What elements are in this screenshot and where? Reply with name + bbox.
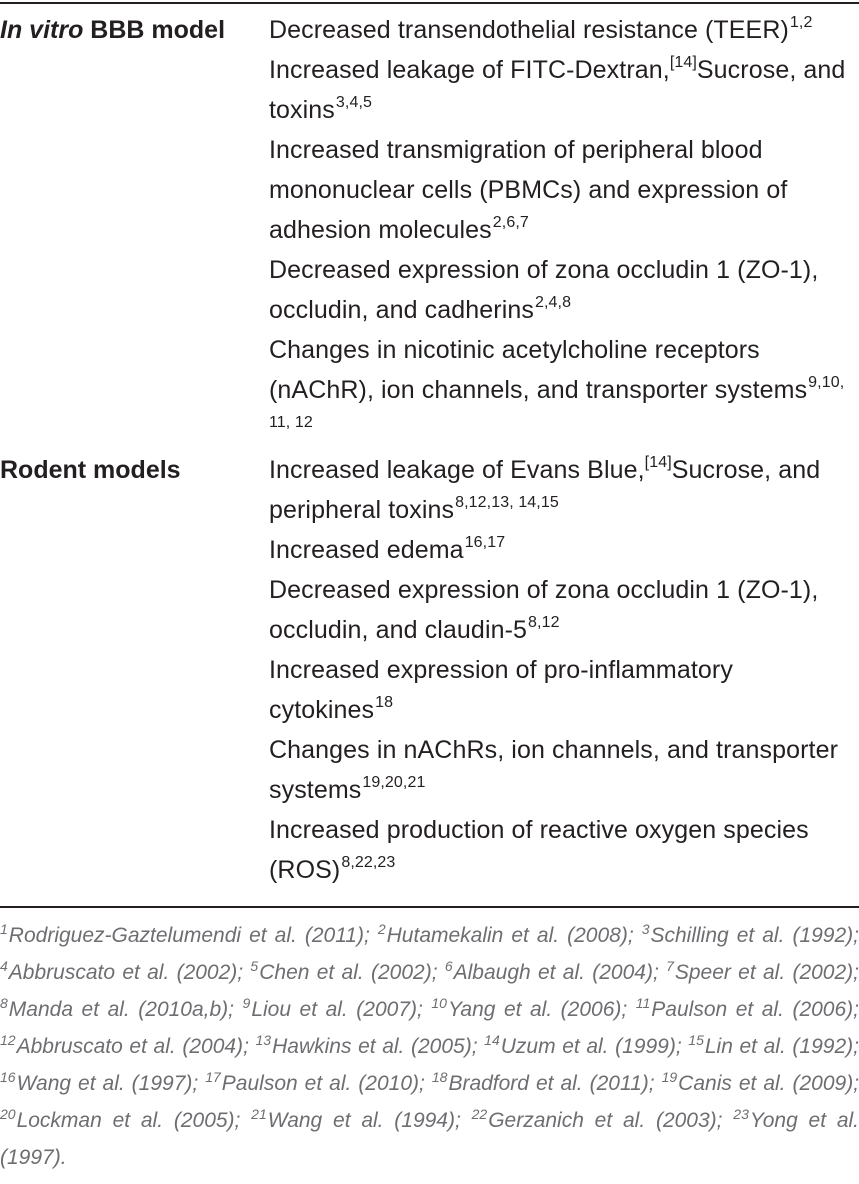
finding-entry xyxy=(269,10,859,50)
footnote-separator: ; xyxy=(192,1072,206,1095)
footnote-citation: Lin et al. (1992) xyxy=(704,1035,854,1058)
finding-entry xyxy=(269,450,859,530)
entry-text: Changes in nAChRs, ion channels, and transporter systems xyxy=(269,736,839,804)
footnote-citation: Wang et al. (1997) xyxy=(16,1072,193,1095)
footnote-citation: Hawkins et al. (2005) xyxy=(272,1035,472,1058)
entry-text: Sucrose, and toxins xyxy=(269,56,846,124)
reference-superscript: 8,12,13, 14,15 xyxy=(455,494,559,511)
footnote-citation: Rodriguez-Gaztelumendi et al. (2011) xyxy=(8,924,364,947)
footnote-number: 11 xyxy=(635,995,651,1011)
finding-entry xyxy=(269,330,859,450)
footnote-citation: Schilling et al. (1992) xyxy=(650,924,854,947)
footnote-item xyxy=(431,995,636,1021)
footnote-item xyxy=(250,958,445,984)
footnote-separator: ; xyxy=(237,961,251,984)
footnote-citation: Abbruscato et al. (2002) xyxy=(8,961,238,984)
footnote-number: 1 xyxy=(0,921,8,937)
footnote-citation: Abbruscato et al. (2004) xyxy=(16,1035,244,1058)
footnote-item xyxy=(688,1032,859,1058)
reference-superscript: 19,20,21 xyxy=(362,774,426,791)
finding-entry xyxy=(269,730,859,810)
footnote-number: 7 xyxy=(666,958,674,974)
footnote-item xyxy=(661,1069,859,1095)
footnote-number: 16 xyxy=(0,1069,16,1085)
footnote-separator: ; xyxy=(471,1035,485,1058)
reference-superscript: 18 xyxy=(375,694,394,711)
reference-superscript: [14] xyxy=(669,54,697,71)
footnote-number: 18 xyxy=(431,1069,448,1085)
footnote-separator: . xyxy=(60,1146,67,1169)
entry-text: Increased expression of pro-inflammatory cytokines xyxy=(269,656,733,724)
entry-text: Sucrose, and peripheral toxins xyxy=(269,456,821,524)
footnote-separator: ; xyxy=(621,998,636,1021)
footnote-separator: ; xyxy=(454,1109,472,1132)
findings-table-body xyxy=(0,10,859,890)
footnote-citation: Yang et al. (2006) xyxy=(447,998,622,1021)
footnote-item xyxy=(0,921,378,947)
footnote-separator: ; xyxy=(853,1072,859,1095)
footnote-citation: Liou et al. (2007) xyxy=(251,998,417,1021)
table-row xyxy=(0,450,859,890)
entry-text: Increased leakage of FITC-Dextran, xyxy=(269,56,670,84)
footnote-citation: Gerzanich et al. (2003) xyxy=(488,1109,717,1132)
row-label-cell xyxy=(0,450,269,890)
reference-superscript: 3,4,5 xyxy=(335,94,373,111)
footnote-separator: ; xyxy=(853,961,859,984)
footnote-citation: Manda et al. (2010a,b) xyxy=(8,998,229,1021)
finding-entry xyxy=(269,50,859,130)
footnote-item xyxy=(444,958,667,984)
footnote-item xyxy=(484,1032,689,1058)
footnote-item xyxy=(641,921,859,947)
footnote-citation: Lockman et al. (2005) xyxy=(16,1109,235,1132)
reference-superscript: 16,17 xyxy=(464,534,506,551)
row-label xyxy=(0,450,269,490)
entry-text: Increased edema xyxy=(269,536,464,564)
footnote-citation: Chen et al. (2002) xyxy=(259,961,432,984)
footnote-number: 17 xyxy=(205,1069,221,1085)
row-label-text: Rodent models xyxy=(0,456,181,484)
footnote-citation: Bradford et al. (2011) xyxy=(448,1072,649,1095)
footnote-item xyxy=(0,1069,206,1095)
footnote-citation: Albaugh et al. (2004) xyxy=(453,961,653,984)
footnote-item xyxy=(0,1106,252,1132)
finding-entry xyxy=(269,810,859,890)
finding-entry xyxy=(269,530,859,570)
footnote-separator: ; xyxy=(228,998,243,1021)
footnote-number: 6 xyxy=(444,958,453,974)
footnote-number: 2 xyxy=(377,921,386,937)
entry-text: Increased leakage of Evans Blue, xyxy=(269,456,645,484)
footnote-number: 5 xyxy=(250,958,259,974)
table-row xyxy=(0,10,859,450)
footnote-citation: Hutamekalin et al. (2008) xyxy=(386,924,628,947)
footnote-number: 20 xyxy=(0,1106,16,1122)
footnote-separator: ; xyxy=(853,1035,859,1058)
footnote-item xyxy=(431,1069,662,1095)
footnote-number: 9 xyxy=(242,995,251,1011)
entry-text: Decreased expression of zona occludin 1 (ZO-1), occludin, and cadherins xyxy=(269,256,819,324)
footnote-item xyxy=(205,1069,432,1095)
footnote-item xyxy=(377,921,642,947)
footnote-number: 13 xyxy=(255,1032,272,1048)
footnote-item xyxy=(0,1032,256,1058)
footnote-number: 19 xyxy=(661,1069,678,1085)
footnote-number: 10 xyxy=(431,995,447,1011)
reference-superscript: 1,2 xyxy=(789,14,813,31)
row-label xyxy=(0,10,269,50)
footnote-number: 15 xyxy=(688,1032,704,1048)
footnote-citation: Wang et al. (1994) xyxy=(267,1109,455,1132)
footnote-separator: ; xyxy=(853,924,859,947)
footnote-item xyxy=(635,995,859,1021)
footnote-number: 14 xyxy=(484,1032,500,1048)
footnote-separator: ; xyxy=(627,924,642,947)
finding-entry xyxy=(269,250,859,330)
row-label-text: BBB model xyxy=(83,16,226,44)
entry-text: Decreased transendothelial resistance (TEER) xyxy=(269,16,789,44)
footnote-number: 22 xyxy=(471,1106,488,1122)
footnote-item xyxy=(666,958,859,984)
entry-text: Decreased expression of zona occludin 1 (ZO-1), occludin, and claudin-5 xyxy=(269,576,819,644)
footnote-separator: ; xyxy=(648,1072,662,1095)
reference-superscript: 2,6,7 xyxy=(492,214,529,231)
row-entries-cell xyxy=(269,10,859,450)
row-entries-cell xyxy=(269,450,859,890)
footnote-citation: Paulson et al. (2006) xyxy=(651,998,854,1021)
footnote-separator: ; xyxy=(853,998,859,1021)
footnote-separator: ; xyxy=(419,1072,432,1095)
footnote-item xyxy=(242,995,432,1021)
footnote-number: 8 xyxy=(0,995,8,1011)
reference-superscript: 8,22,23 xyxy=(341,854,396,871)
findings-table xyxy=(0,10,859,890)
footnote-citation: Yong et al. (1997) xyxy=(0,1109,859,1169)
footnotes xyxy=(0,917,859,1176)
row-label-cell xyxy=(0,10,269,450)
entry-text: Changes in nicotinic acetylcholine receptors (nAChR), ion channels, and transporter systems xyxy=(269,336,808,404)
footnote-number: 12 xyxy=(0,1032,16,1048)
footnote-citation: Speer et al. (2002) xyxy=(674,961,854,984)
reference-superscript: 2,4,8 xyxy=(534,294,572,311)
footnote-separator: ; xyxy=(234,1109,252,1132)
reference-superscript: 9,10, 11, 12 xyxy=(269,374,845,431)
footnote-number: 23 xyxy=(733,1106,749,1122)
reference-superscript: 8,12 xyxy=(528,614,560,631)
finding-entry xyxy=(269,130,859,250)
footnote-citation: Uzum et al. (1999) xyxy=(500,1035,676,1058)
footnote-separator: ; xyxy=(363,924,378,947)
entry-text: Increased production of reactive oxygen species (ROS) xyxy=(269,816,809,884)
footnote-number: 21 xyxy=(251,1106,267,1122)
footnote-item xyxy=(0,958,251,984)
row-label-italic: In vitro xyxy=(0,16,84,44)
footnote-separator: ; xyxy=(431,961,445,984)
table-bottom-rule xyxy=(0,906,859,908)
finding-entry xyxy=(269,570,859,650)
footnote-number: 3 xyxy=(641,921,650,937)
footnote-separator: ; xyxy=(716,1109,734,1132)
footnote-item xyxy=(251,1106,472,1132)
footnote-item xyxy=(255,1032,485,1058)
entry-text: Increased transmigration of peripheral blood mononuclear cells (PBMCs) and expression of adhesion molecules xyxy=(269,136,788,244)
footnote-citation: Canis et al. (2009) xyxy=(678,1072,854,1095)
footnote-separator: ; xyxy=(243,1035,256,1058)
footnote-separator: ; xyxy=(417,998,432,1021)
footnote-item xyxy=(471,1106,734,1132)
footnote-number: 4 xyxy=(0,958,8,974)
reference-superscript: [14] xyxy=(644,454,672,471)
footnote-item xyxy=(0,995,243,1021)
footnote-citation: Paulson et al. (2010) xyxy=(221,1072,420,1095)
finding-entry xyxy=(269,650,859,730)
footnote-separator: ; xyxy=(652,961,667,984)
footnote-separator: ; xyxy=(675,1035,689,1058)
table-top-rule xyxy=(0,2,859,4)
